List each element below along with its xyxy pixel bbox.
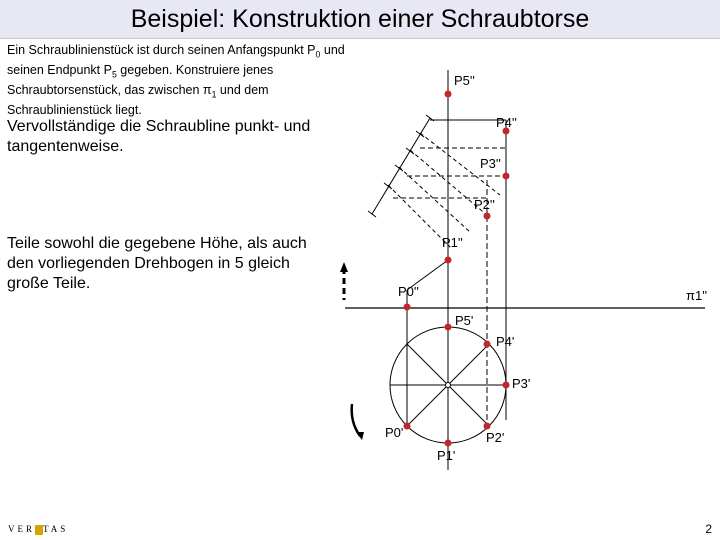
slide-title: Beispiel: Konstruktion einer Schraubtorse <box>130 5 590 33</box>
label-p3-elevation: P3'' <box>480 156 501 171</box>
point-p1-plan <box>445 440 452 447</box>
task-text-2: Teile sowohl die gegebene Höhe, als auch den vorliegenden Drehbogen in 5 gleich große Teile. <box>7 235 307 292</box>
label-p3-plan: P3' <box>512 376 531 391</box>
point-p4-plan <box>484 341 491 348</box>
label-p0-elevation: P0'' <box>398 284 419 299</box>
intro-part-3: gegeben. Konstruiere jenes Schraubtorsenstück, das zwischen π <box>7 63 274 97</box>
task-text-1: Vervollständige die Schraubline punkt- und tangentenweise. <box>7 118 311 155</box>
parallel-line <box>399 167 470 232</box>
point-p5-plan <box>445 324 452 331</box>
veritas-logo <box>8 524 68 535</box>
logo-text-left: VER <box>8 524 35 534</box>
rotation-arc <box>352 404 360 436</box>
point-p1-elevation <box>445 257 452 264</box>
label-p2-elevation: P2'' <box>474 197 495 212</box>
intro-part-1: Ein Schraublinienstück ist durch seinen Anfangspunkt P <box>7 43 316 57</box>
logo-emblem-icon <box>35 525 43 535</box>
point-p0-elevation <box>404 304 411 311</box>
label-p5-plan: P5' <box>455 313 474 328</box>
scale-tick <box>406 148 414 154</box>
intro-part-2: und seinen Endpunkt P <box>7 43 345 77</box>
scale-tick <box>416 131 424 137</box>
intro-sub-0: 0 <box>315 49 321 60</box>
rotation-arrow-icon <box>356 432 364 440</box>
label-p5-elevation: P5'' <box>454 73 475 88</box>
intro-sub-1: 1 <box>211 89 217 100</box>
point-p5-elevation <box>445 91 452 98</box>
label-ground-plane: π1'' <box>686 288 708 303</box>
plan-center <box>446 383 451 388</box>
label-p0-plan: P0' <box>385 425 404 440</box>
scale-tick <box>368 211 376 217</box>
intro-sub-5: 5 <box>111 69 117 80</box>
label-p4-elevation: P4'' <box>496 115 517 130</box>
division-scale <box>372 118 430 214</box>
logo-text-right: TAS <box>43 524 69 534</box>
point-p2-plan <box>484 423 491 430</box>
label-p4-plan: P4' <box>496 334 515 349</box>
page-number: 2 <box>705 522 712 536</box>
point-p2-elevation <box>484 213 491 220</box>
point-p3-elevation <box>503 173 510 180</box>
intro-part-4: und dem Schraublinienstück liegt. <box>7 83 269 117</box>
point-p3-plan <box>503 382 510 389</box>
label-p2-plan: P2' <box>486 430 505 445</box>
up-arrow-icon <box>340 262 348 272</box>
point-p0-plan <box>404 423 411 430</box>
label-p1-elevation: P1'' <box>442 235 463 250</box>
label-p1-plan: P1' <box>437 448 456 463</box>
